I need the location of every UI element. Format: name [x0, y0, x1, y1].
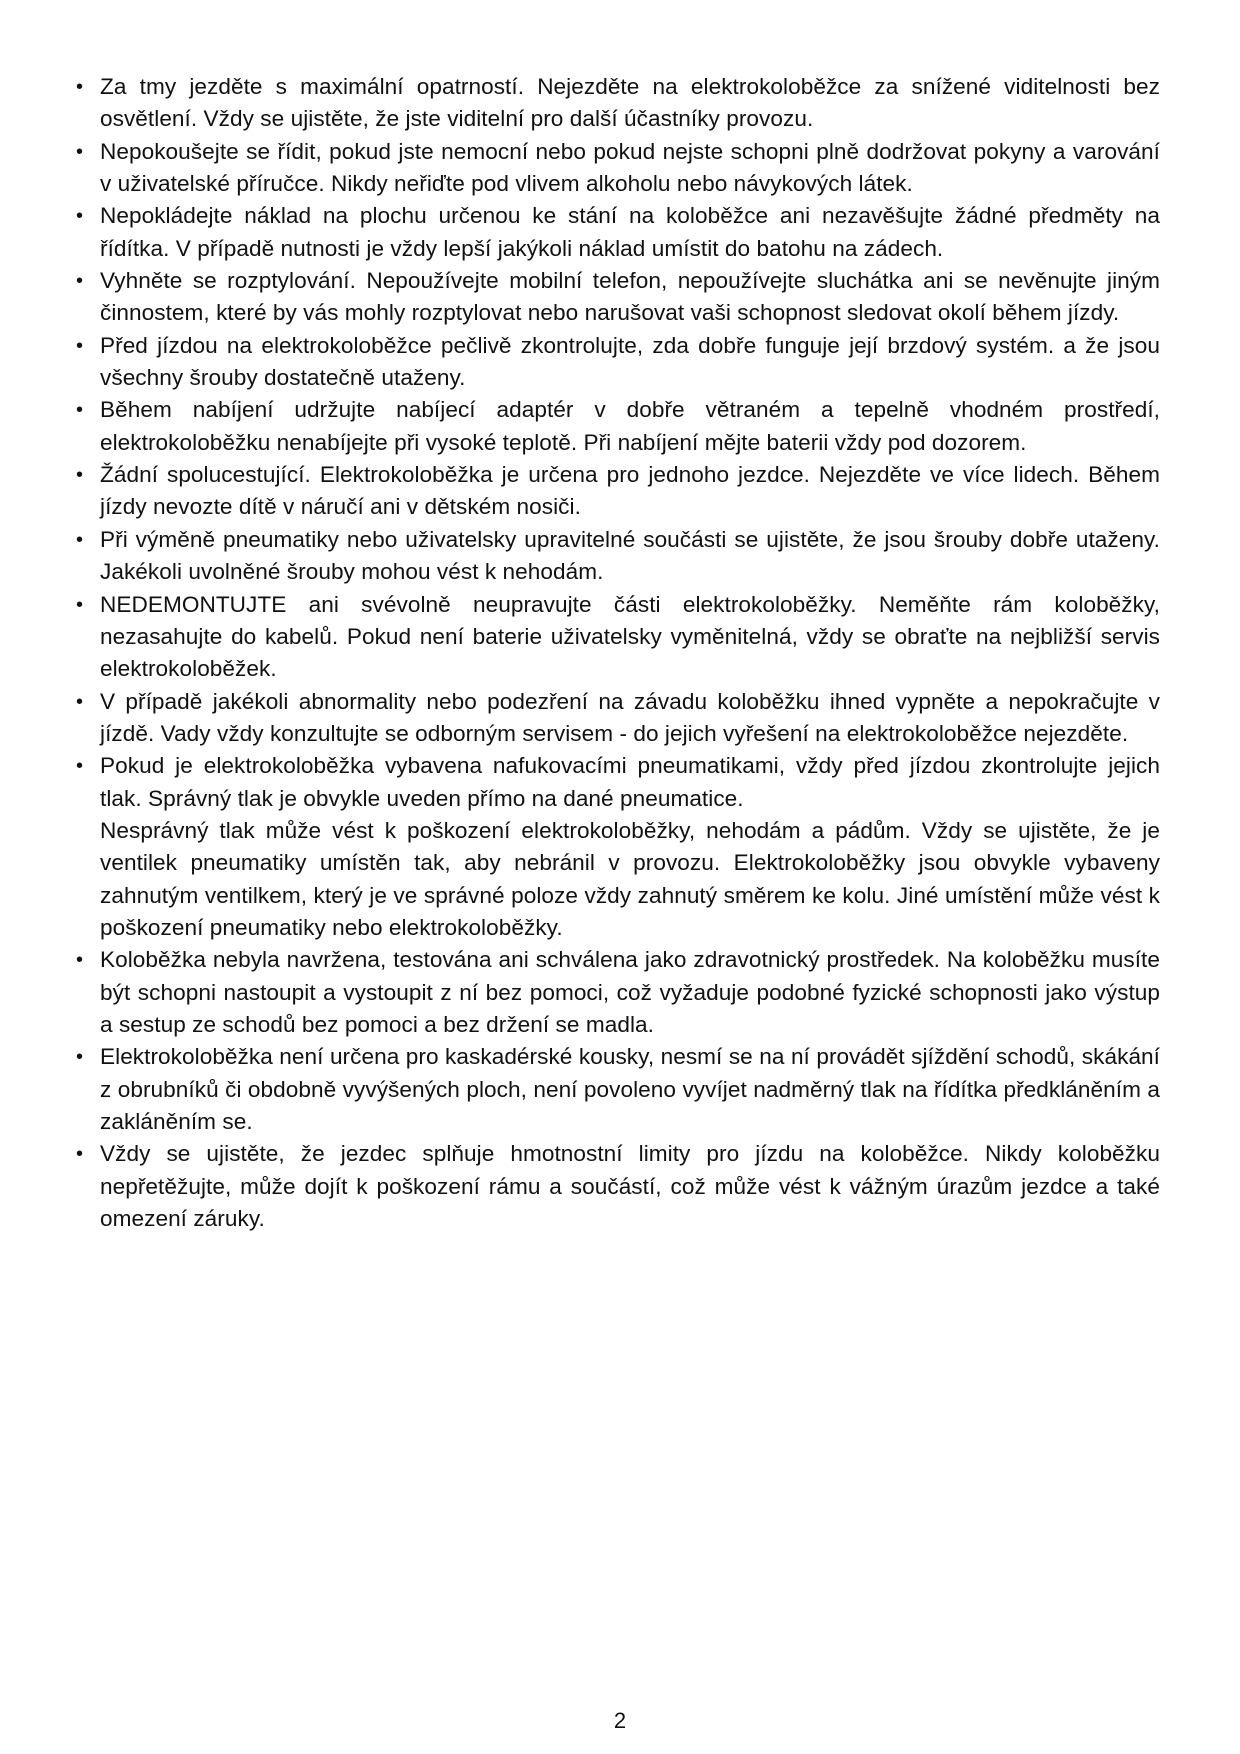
- list-item: [76, 524, 1160, 589]
- bullet-icon: •: [76, 140, 84, 163]
- list-item-text: Žádní spolucestující. Elektrokoloběžka je určena pro jednoho jezdce. Nejezděte ve více lidech. Během jízdy nevozte dítě v náručí ani v dětském nosiči.: [100, 462, 1160, 520]
- bullet-icon: •: [76, 464, 84, 487]
- safety-bullet-list: [76, 71, 1160, 1235]
- bullet-icon: •: [76, 690, 84, 713]
- list-item: [76, 200, 1160, 265]
- list-item: [76, 686, 1160, 751]
- list-item: [76, 459, 1160, 524]
- bullet-icon: •: [76, 755, 84, 778]
- list-item-text: Při výměně pneumatiky nebo uživatelsky upravitelné součásti se ujistěte, že jsou šrouby dobře utaženy. Jakékoli uvolněné šrouby mohou vést k nehodám.: [100, 526, 1160, 585]
- bullet-icon: •: [76, 1046, 84, 1069]
- list-item-text: Nesprávný tlak může vést k poškození elektrokoloběžky, nehodám a pádům. Vždy se ujistěte, že je ventilek pneumatiky umístěn tak, aby nebránil v provozu. Elektrokoloběžky jsou obvykle vybaveny zahnutým ventilkem, který je ve správné poloze vždy zahnutý směrem ke kolu. Jiné umístění může vést k poškození pneumatiky nebo elektrokoloběžky.: [100, 817, 1160, 940]
- list-item: [76, 265, 1160, 330]
- bullet-icon: •: [76, 334, 84, 357]
- bullet-icon: •: [76, 949, 84, 972]
- list-item-text: Před jízdou na elektrokoloběžce pečlivě zkontrolujte, zda dobře funguje její brzdový systém. a že jsou všechny šrouby dostatečně utaženy.: [100, 332, 1160, 391]
- list-item-text: V případě jakékoli abnormality nebo podezření na závadu koloběžku ihned vypněte a nepokračujte v jízdě. Vady vždy konzultujte se odborným servisem - do jejich vyřešení na elektrokoloběžce nejezděte.: [100, 688, 1160, 746]
- list-item: [76, 589, 1160, 686]
- list-item: [76, 71, 1160, 136]
- bullet-icon: •: [76, 593, 84, 616]
- list-item-text: Pokud je elektrokoloběžka vybavena nafukovacími pneumatikami, vždy před jízdou zkontrolujte jejich tlak. Správný tlak je obvykle uveden přímo na dané pneumatice.: [100, 753, 1160, 811]
- bullet-icon: •: [76, 205, 84, 228]
- list-item: [76, 330, 1160, 395]
- list-item: [76, 1041, 1160, 1138]
- list-item-text: Nepokládejte náklad na plochu určenou ke stání na koloběžce ani nezavěšujte žádné předměty na řídítka. V případě nutnosti je vždy lepší jakýkoli náklad umístit do batohu na zádech.: [100, 203, 1160, 261]
- list-item: [76, 750, 1160, 944]
- bullet-icon: •: [76, 76, 84, 98]
- list-item-text: Během nabíjení udržujte nabíjecí adaptér v dobře větraném a tepelně vhodném prostředí, elektrokoloběžku nenabíjejte při vysoké teplotě. Při nabíjení mějte baterii vždy pod dozorem.: [100, 397, 1160, 455]
- list-item: [76, 394, 1160, 459]
- list-item: [76, 1138, 1160, 1235]
- list-item-text: Koloběžka nebyla navržena, testována ani schválena jako zdravotnický prostředek. Na koloběžku musíte být schopni nastoupit a vystoupit z ní bez pomoci, což vyžaduje podobné fyzické schopnosti jako výstup a sestup ze schodů bez pomoci a bez držení se madla.: [100, 947, 1160, 1037]
- bullet-icon: •: [76, 528, 84, 551]
- document-page: [76, 71, 1160, 1235]
- list-item: [76, 944, 1160, 1041]
- bullet-icon: •: [76, 270, 84, 293]
- list-item-text: NEDEMONTUJTE ani svévolně neupravujte části elektrokoloběžky. Neměňte rám koloběžky, nezasahujte do kabelů. Pokud není baterie uživatelsky vyměnitelná, vždy se obraťte na nejbližší servis elektrokoloběžek.: [100, 591, 1160, 682]
- list-item-text: Vždy se ujistěte, že jezdec splňuje hmotnostní limity pro jízdu na koloběžce. Nikdy koloběžku nepřetěžujte, může dojít k poškození rámu a součástí, což může vést k vážným úrazům jezdce a také omezení záruky.: [100, 1141, 1160, 1232]
- bullet-icon: •: [76, 399, 84, 422]
- page-number: 2: [613, 1708, 627, 1733]
- list-item-text: Za tmy jezděte s maximální opatrností. Nejezděte na elektrokoloběžce za snížené viditelnosti bez osvětlení. Vždy se ujistěte, že jste viditelní pro další účastníky provozu.: [100, 74, 1160, 132]
- bullet-icon: •: [76, 1143, 84, 1166]
- list-item-text: Vyhněte se rozptylování. Nepoužívejte mobilní telefon, nepoužívejte sluchátka ani se nevěnujte jiným činnostem, které by vás mohly rozptylovat nebo narušovat vaši schopnost sledovat okolí během jízdy.: [100, 268, 1160, 326]
- list-item-text: Nepokoušejte se řídit, pokud jste nemocní nebo pokud nejste schopni plně dodržovat pokyny a varování v uživatelské příručce. Nikdy neřiďte pod vlivem alkoholu nebo návykových látek.: [100, 138, 1160, 197]
- list-item-text: Elektrokoloběžka není určena pro kaskadérské kousky, nesmí se na ní provádět sjíždění schodů, skákání z obrubníků či obdobně vyvýšených ploch, není povoleno vyvíjet nadměrný tlak na řídítka předkláněním a zakláněním se.: [100, 1044, 1160, 1134]
- list-item: [76, 136, 1160, 201]
